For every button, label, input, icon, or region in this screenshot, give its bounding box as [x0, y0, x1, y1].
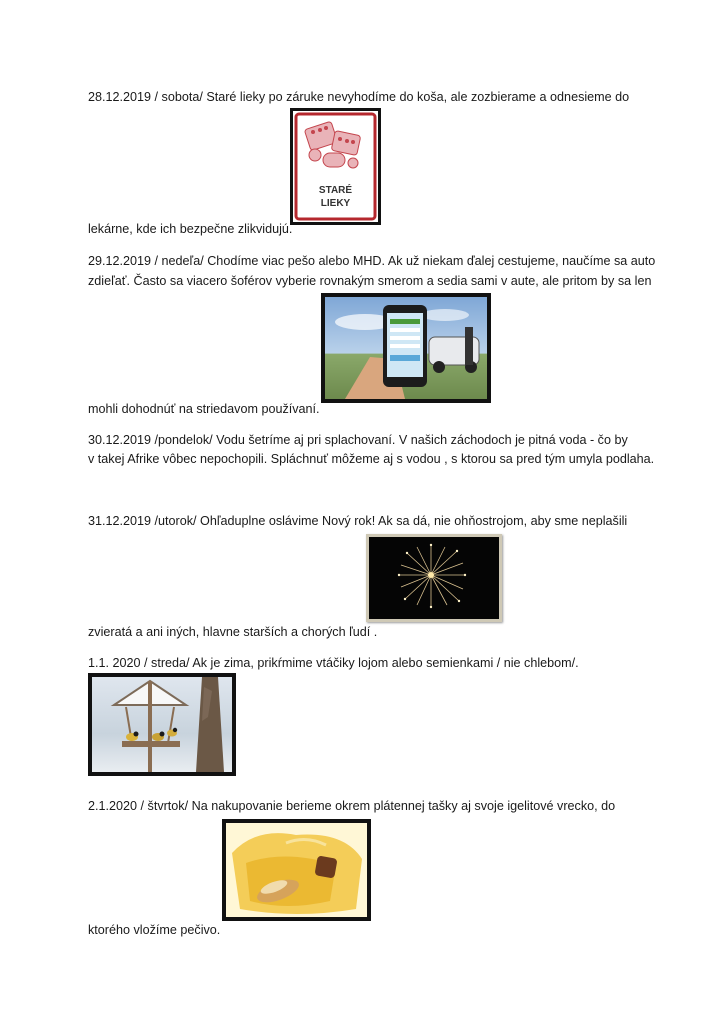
entry-text: v takej Afrike vôbec nepochopili. Spláchnuť môžeme aj s vodou , s ktorou sa pred tým umyla podlaha. [88, 452, 655, 466]
old-medicine-sign-image [290, 108, 381, 225]
bird-feeder-image [88, 673, 236, 776]
entry-text: 31.12.2019 /utorok/ Ohľaduplne oslávime Nový rok! Ak sa dá, nie ohňostrojom, aby sme neplašili [88, 514, 628, 528]
entry-text: 1.1. 2020 / streda/ Ak je zima, prikŕmime vtáčiky lojom alebo semienkami / nie chlebom/. [88, 656, 579, 670]
sign-text-2: LIEKY [320, 198, 351, 209]
entry-text: 29.12.2019 / nedeľa/ Chodíme viac pešo alebo MHD. Ak už niekam ďalej cestujeme, naučíme sa auto [88, 254, 656, 268]
entry-text: mohli dohodnúť na striedavom používaní. [88, 402, 320, 416]
sign-text-1: STARÉ [318, 185, 353, 196]
entry-text: ktorého vložíme pečivo. [88, 923, 221, 937]
shopping-bag-image [222, 819, 371, 921]
entry-text: zdieľať. Často sa viacero šoférov vyberie rovnakým smerom a sedia sami v aute, ale pritom by sa len [88, 274, 652, 288]
phone-carshare-image [321, 293, 491, 403]
fireworks-image [366, 534, 502, 622]
entry-text: 28.12.2019 / sobota/ Staré lieky po záruke nevyhodíme do koša, ale zozbierame a odnesieme do [88, 90, 630, 104]
entry-text: lekárne, kde ich bezpečne zlikvidujú. [88, 222, 293, 236]
entry-text: 30.12.2019 /pondelok/ Vodu šetríme aj pri splachovaní. V našich záchodoch je pitná voda - čo by [88, 433, 628, 447]
entry-text: zvieratá a ani iných, hlavne starších a chorých ľudí . [88, 625, 378, 639]
entry-text: 2.1.2020 / štvrtok/ Na nakupovanie berieme okrem plátennej tašky aj svoje igelitové vrecko, do [88, 799, 616, 813]
